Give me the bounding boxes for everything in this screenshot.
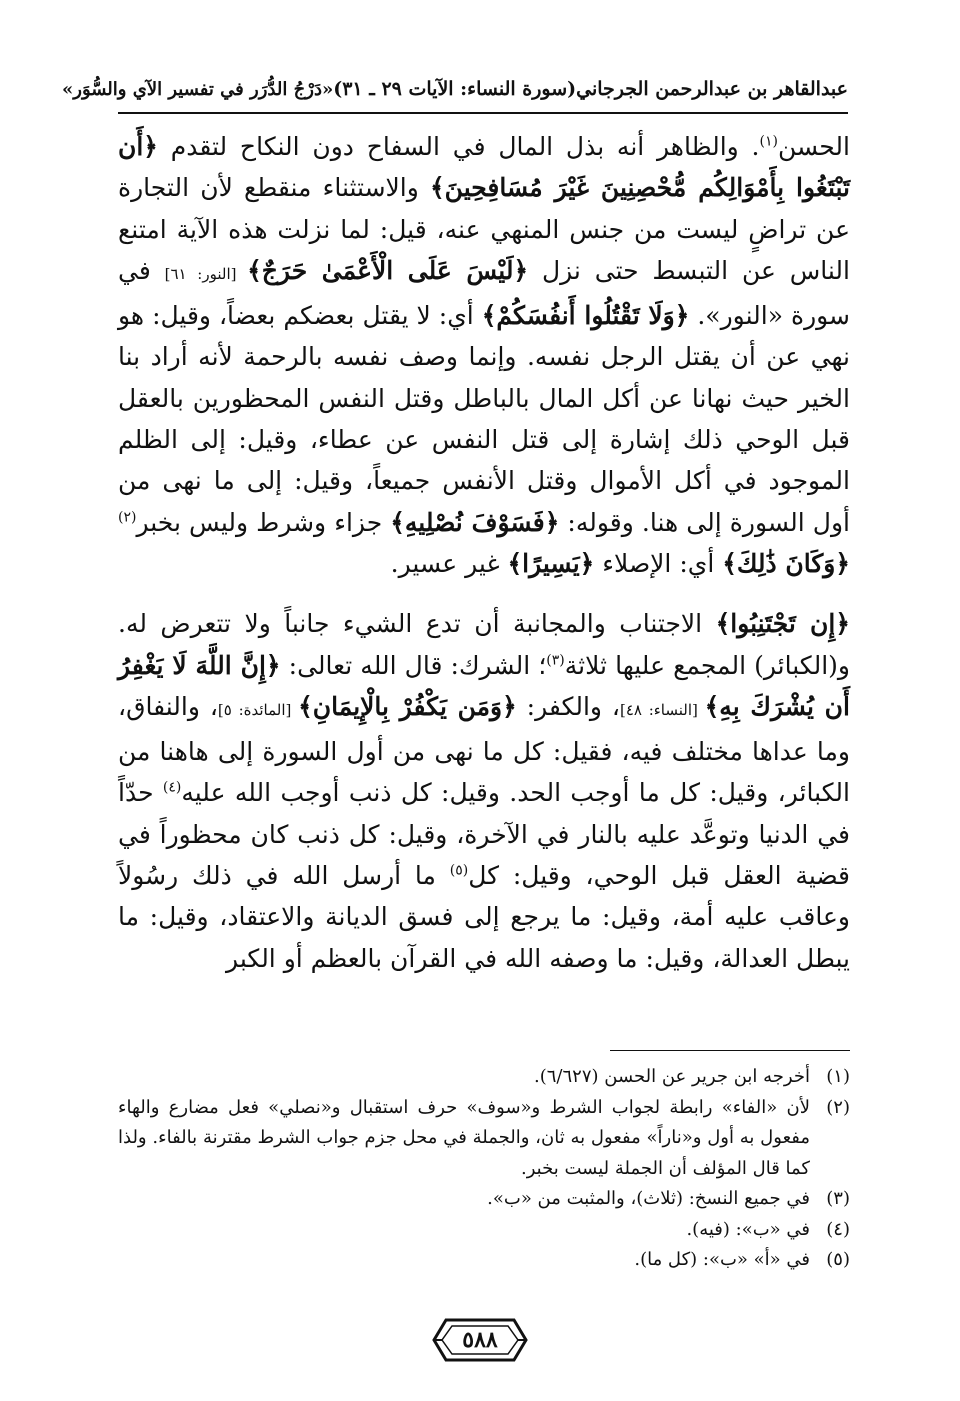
footnote-1 [118,1062,850,1093]
page-number-ornament [432,1318,528,1362]
text-run: أي: الإصلاء [594,548,723,578]
text-run: الحسن [777,132,850,161]
text-run: الاجتناب والمجانبة أن تدع الشيء جانباً ولا تتعرض له. و(الكبائر) المجمع عليها ثلاثة [118,609,850,680]
header-book-title: «دَرْجُ الدُّرَر في تفسير الآي والسُّوَر» [62,78,334,100]
footnote-ref-4: (٤) [162,780,182,797]
quran-quote: ﴿وَكَانَ ذَٰلِكَ﴾ [722,548,850,578]
footnote-ref-2: (٢) [118,509,137,526]
quran-quote: ﴿وَلَا تَقْتُلُوا أَنفُسَكُمْ﴾ [481,301,690,331]
text-run: حدّاً في الدنيا وتوعَّد عليه بالنار في الآخرة، وقيل: كل ذنب كان محظوراً في قضية العقل قبل الوحي، وقيل: كل [118,778,850,891]
footnote-text: لأن «الفاء» رابطة لجواب الشرط و«سوف» حرف استقبال و«نصلي» فعل مضارع والهاء مفعول به أول و«ناراً» مفعول به ثان، والجملة في محل جزم جواب الشرط مقترنة بالفاء. ولذا كما قال المؤلف أن الجملة ليست بخبر. [118,1096,810,1179]
verse-reference: [النساء: ٤٨] [619,700,705,719]
footnote-ref-1: (١) [759,133,778,150]
text-run: غير عسير. [390,548,508,578]
main-text [118,126,850,979]
page-number: ٥٨٨ [462,1327,498,1353]
quran-quote: ﴿لَيْسَ عَلَى الْأَعْمَىٰ حَرَجٌ﴾ [247,255,529,285]
footnote-text: في «أ» «ب»: (كل ما). [634,1249,810,1270]
footnote-number: (١) [826,1066,850,1087]
verse-reference: [المائدة: ٥] [217,700,299,719]
footnote-number: (٤) [826,1218,850,1240]
text-run: . والظاهر أنه بذل المال في السفاح دون النكاح لتقدم [157,132,760,161]
paragraph-1 [118,126,850,584]
footnote-ref-3: (٣) [546,652,565,669]
text-run: أي: لا يقتل بعضكم بعضاً، وقيل: هو نهي عن أن يقتل الرجل نفسه. وإنما وصف نفسه بالرحمة لأنه أراد بنا الخير حيث نهانا عن أكل المال بالباطل وقتل النفس المحظورين بالعقل قبل الوحي ذلك إشارة إلى قتل النفس عن عطاء، وقيل: إلى الظلم الموجود في أكل الأموال وقتل الأنفس جميعاً، وقيل: إلى ما نهى من أول السورة إلى هنا. وقوله: [118,301,850,537]
footnote-2 [118,1093,850,1185]
quran-quote: ﴿أَن تَبْتَغُوا بِأَمْوَالِكُم مُّحْصِنِينَ غَيْرَ مُسَافِحِينَ﴾ [118,132,850,203]
footnote-5 [118,1245,850,1276]
header-rule [118,112,848,114]
header-author: عبدالقاهر بن عبدالرحمن الجرجاني [576,78,848,100]
footnote-ref-5: (٥) [449,862,469,879]
footnote-number: (٢) [826,1096,850,1118]
quran-quote: ﴿فَسَوْفَ نُصْلِيهِ﴾ [390,507,560,537]
text-run: جزاء وشرط وليس بخبر [136,507,391,537]
footnotes [118,1062,850,1276]
verse-reference: [النور: ٦١] [164,264,248,283]
footnote-separator [610,1050,850,1051]
footnote-4 [118,1215,850,1246]
quran-quote: ﴿إِن تَجْتَنِبُوا﴾ [715,609,850,639]
text-run: ، والنفاق، وما عداها مختلف فيه، فقيل: كل ما نهى من أول السورة إلى هاهنا من الكبائر، وقيل: كل ما أوجب الحد. وقيل: كل ذنب أوجب الله عليه [118,691,850,808]
footnote-text: أخرجه ابن جرير عن الحسن (٦/٦٢٧). [534,1066,810,1087]
footnote-number: (٥) [826,1249,850,1270]
footnote-number: (٣) [826,1188,850,1209]
paragraph-2 [118,603,850,979]
header-surah-range: (سورة النساء: الآيات ٢٩ ـ ٣١) [333,78,577,100]
running-header [62,72,848,106]
text-run: ، والكفر: [516,691,620,721]
quran-quote: ﴿يَسِيرًا﴾ [507,548,595,578]
text-run: ما أرسل الله في ذلك رسُولاً وعاقب عليه أمة، وقيل: ما يرجع إلى فسق الديانة والاعتقاد، وقيل: ما يبطل العدالة، وقيل: ما وصفه الله في القرآن بالعظم أو الكبر [118,861,850,973]
footnote-text: في «ب»: (فيه). [686,1218,810,1240]
text-run: والاستثناء منقطع لأن التجارة عن تراضٍ ليست من جنس المنهي عنه، قيل: لما نزلت هذه الآية امتنع الناس عن التبسط حتى نزل [118,173,850,285]
footnote-3 [118,1184,850,1215]
text-run: ؛ الشرك: قال الله تعالى: [280,650,547,680]
quran-quote: ﴿إِنَّ اللَّهَ لَا يَغْفِرُ أَن يُشْرَكَ بِهِ﴾ [118,650,850,721]
text-run: في سورة «النور». [118,255,850,331]
quran-quote: ﴿وَمَن يَكْفُرْ بِالْإِيمَانِ﴾ [298,691,517,721]
footnote-text: في جميع النسخ: (ثلاث)، والمثبت من «ب». [487,1188,810,1209]
